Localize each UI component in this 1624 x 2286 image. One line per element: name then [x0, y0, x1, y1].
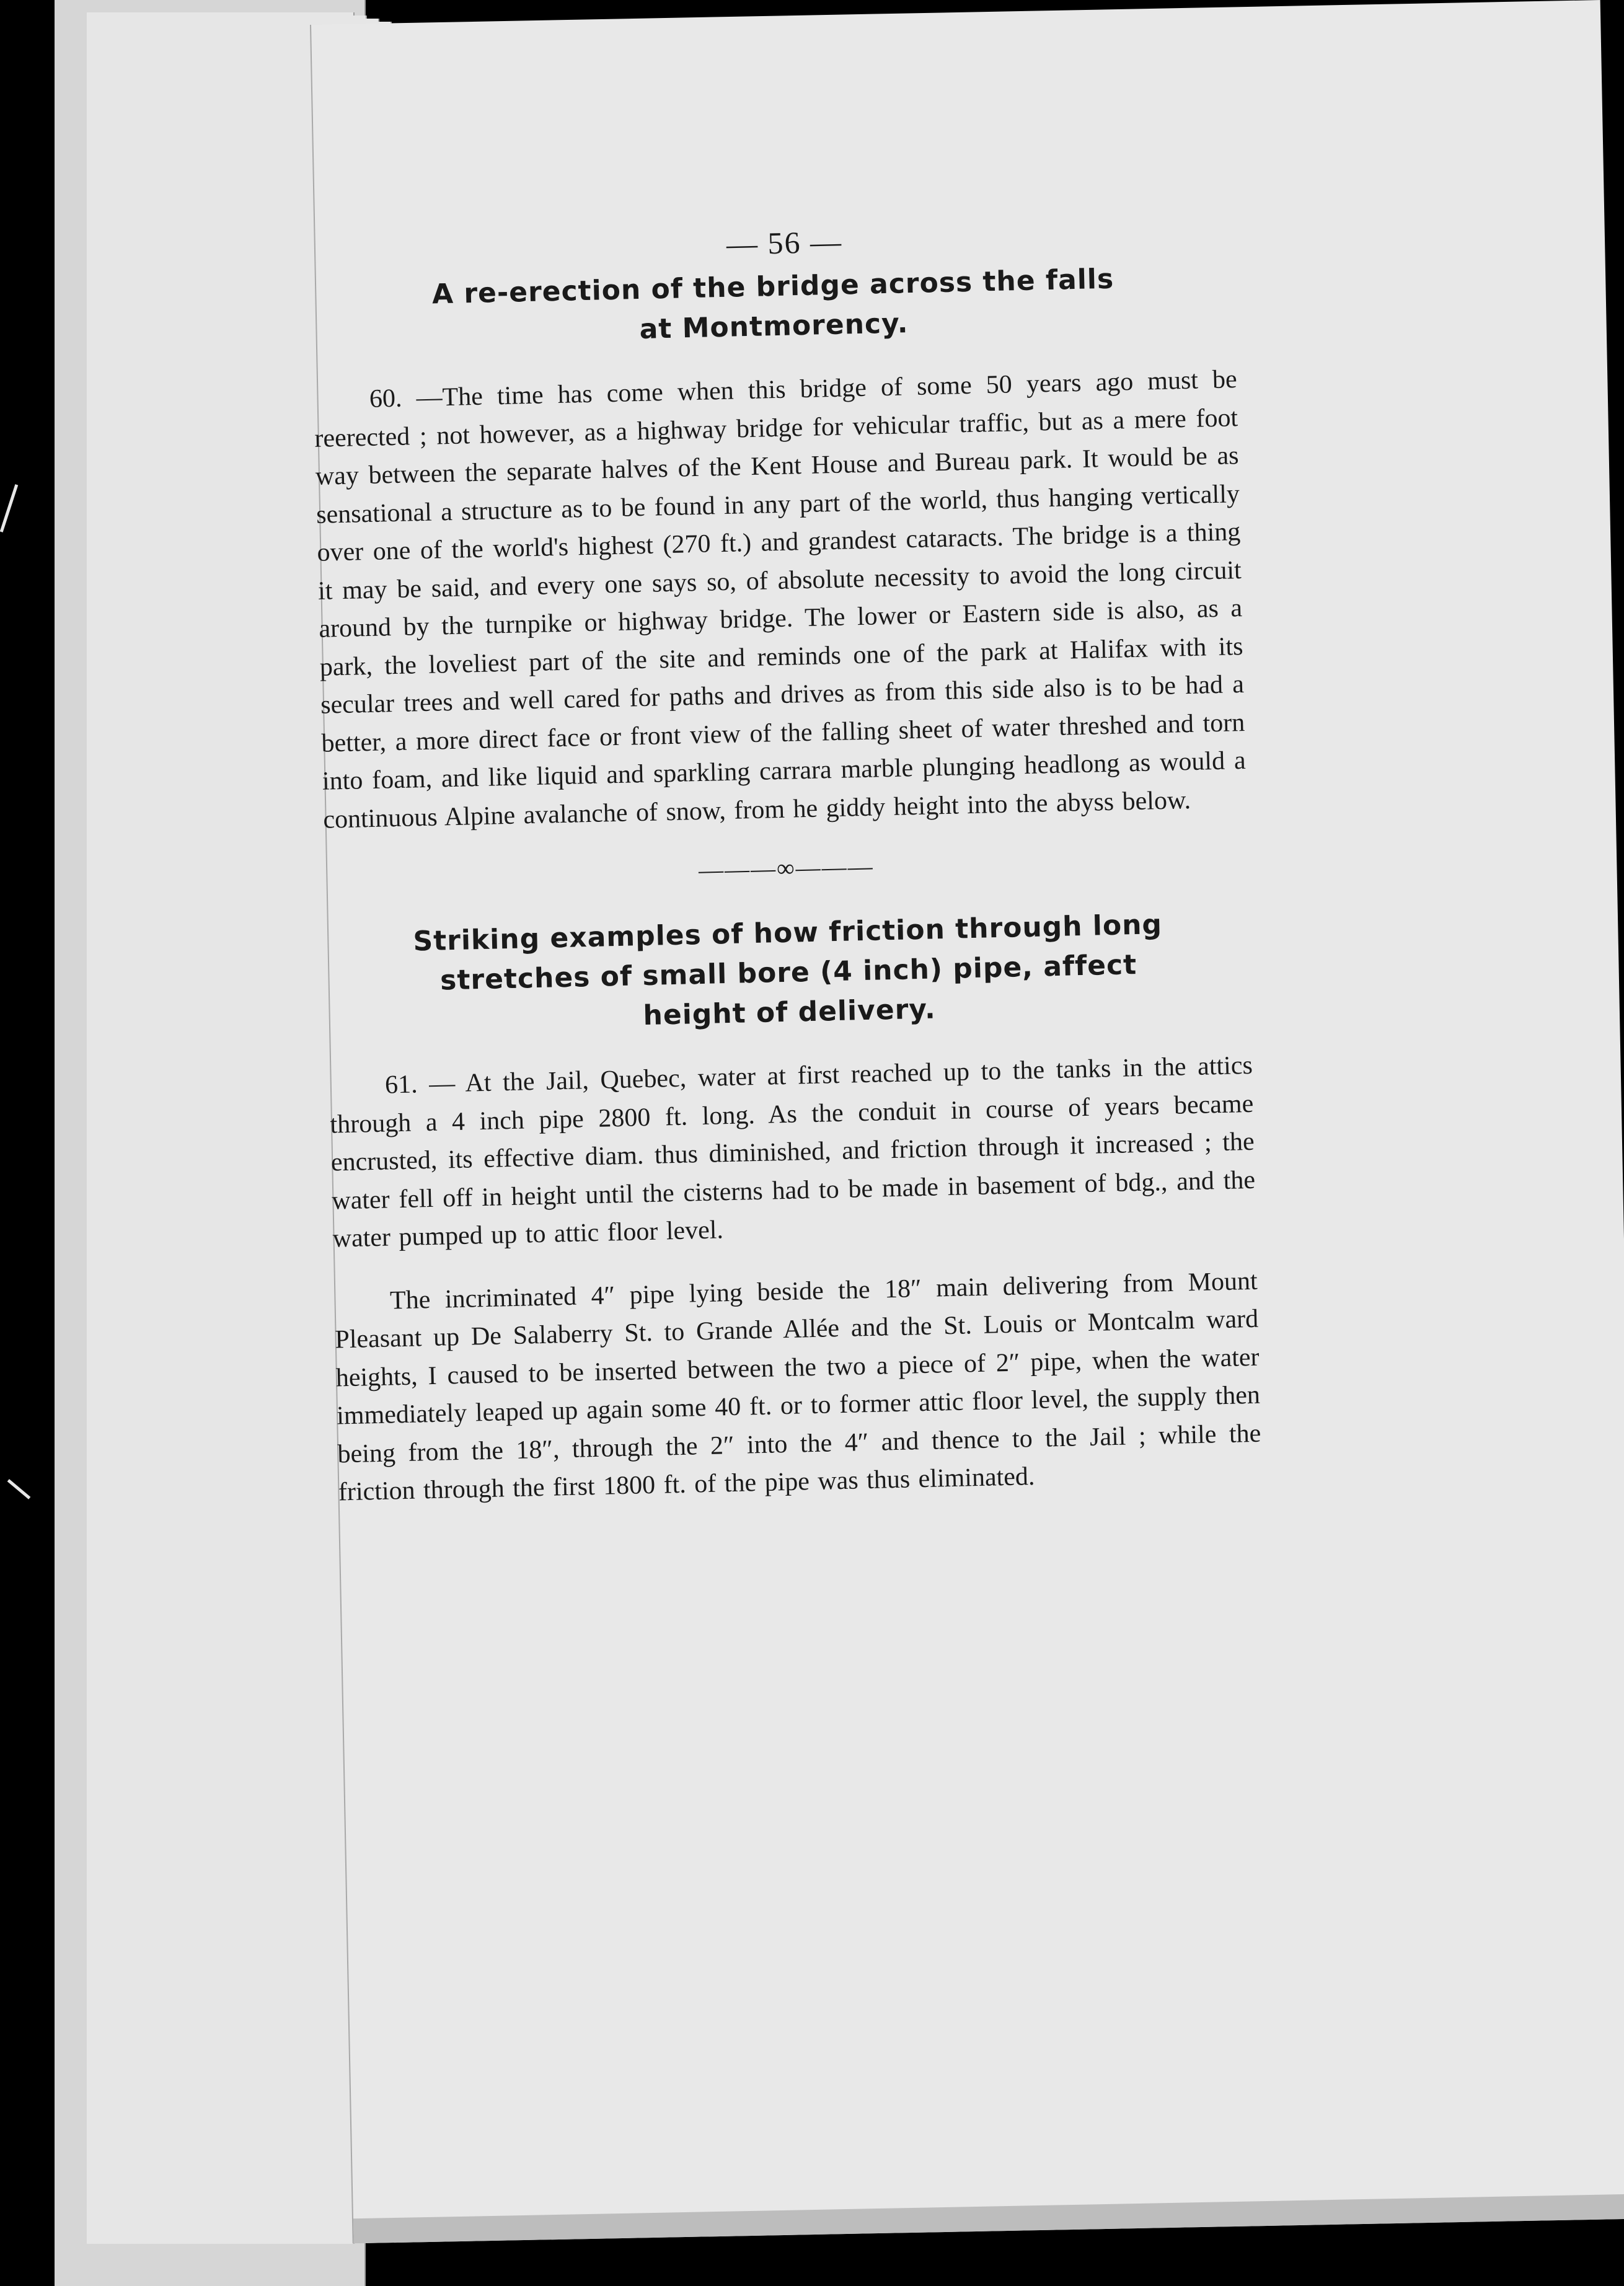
page-bottom-shadow [353, 2194, 1624, 2243]
heading-line: at Montmorency. [639, 307, 909, 345]
separator-ornament: ———∞——— [698, 852, 875, 885]
margin-mark [7, 1479, 31, 1499]
heading-line: A re-erection of the bridge across the falls [431, 263, 1114, 311]
margin-mark [0, 484, 18, 532]
page-content [310, 214, 1263, 1537]
paragraph: 61. — At the Jail, Quebec, water at first reached up to the tanks in the attics through a 4 inch pipe 2800 ft. long. As the conduit in course of years became encrusted, its effective diam. thus diminished, and friction through it increased ; the water fell off in height until the cisterns had to be made in basement of bdg., and the water pumped up to attic floor level. [330, 1051, 1256, 1253]
paragraph: 60. —The time has come when this bridge of some 50 years ago must be reerected ; not however, as a highway bridge for vehicular traffic, but as a mere foot way between the separate halves of the Kent House and Bureau park. It would be as sensational a structure as to be found in any part of the world, thus hanging vertically over one of the world's highest (270 ft.) and grandest cataracts. The bridge is a thing it may be said, and every one says so, of absolute necessity to avoid the long circuit around by the turnpike or highway bridge. The lower or Eastern side is also, as a park, the loveliest part of the site and reminds one of the park at Halifax with its secular trees and well cared for paths and drives as from this side also is to be had a better, a more direct face or front view of the falling sheet of water threshed and torn into foam, and like liquid and sparkling carrara marble plunging headlong as would a continuous Alpine avalanche of snow, from he giddy height into the abyss below. [314, 365, 1247, 834]
section-heading [311, 257, 1237, 357]
heading-line: height of delivery. [643, 993, 937, 1032]
heading-line: Striking examples of how friction through long [412, 909, 1163, 958]
page-number: — 56 — [726, 224, 843, 262]
section-heading [325, 903, 1251, 1043]
heading-line: stretches of small bore (4 inch) pipe, affect [439, 949, 1137, 997]
paragraph: The incriminated 4″ pipe lying beside the 18″ main delivering from Mount Pleasant up De Salaberry St. to Grande Allée and the St. Louis or Montcalm ward heights, I caused to be inserted between the two a piece of 2″ pipe, when the water immediately leaped up again some 40 ft. or to former attic floor level, the supply then being from the 18″, through the 2″ into the 4″ and thence to the Jail ; while the friction through the first 1800 ft. of the pipe was thus eliminated. [334, 1266, 1261, 1507]
